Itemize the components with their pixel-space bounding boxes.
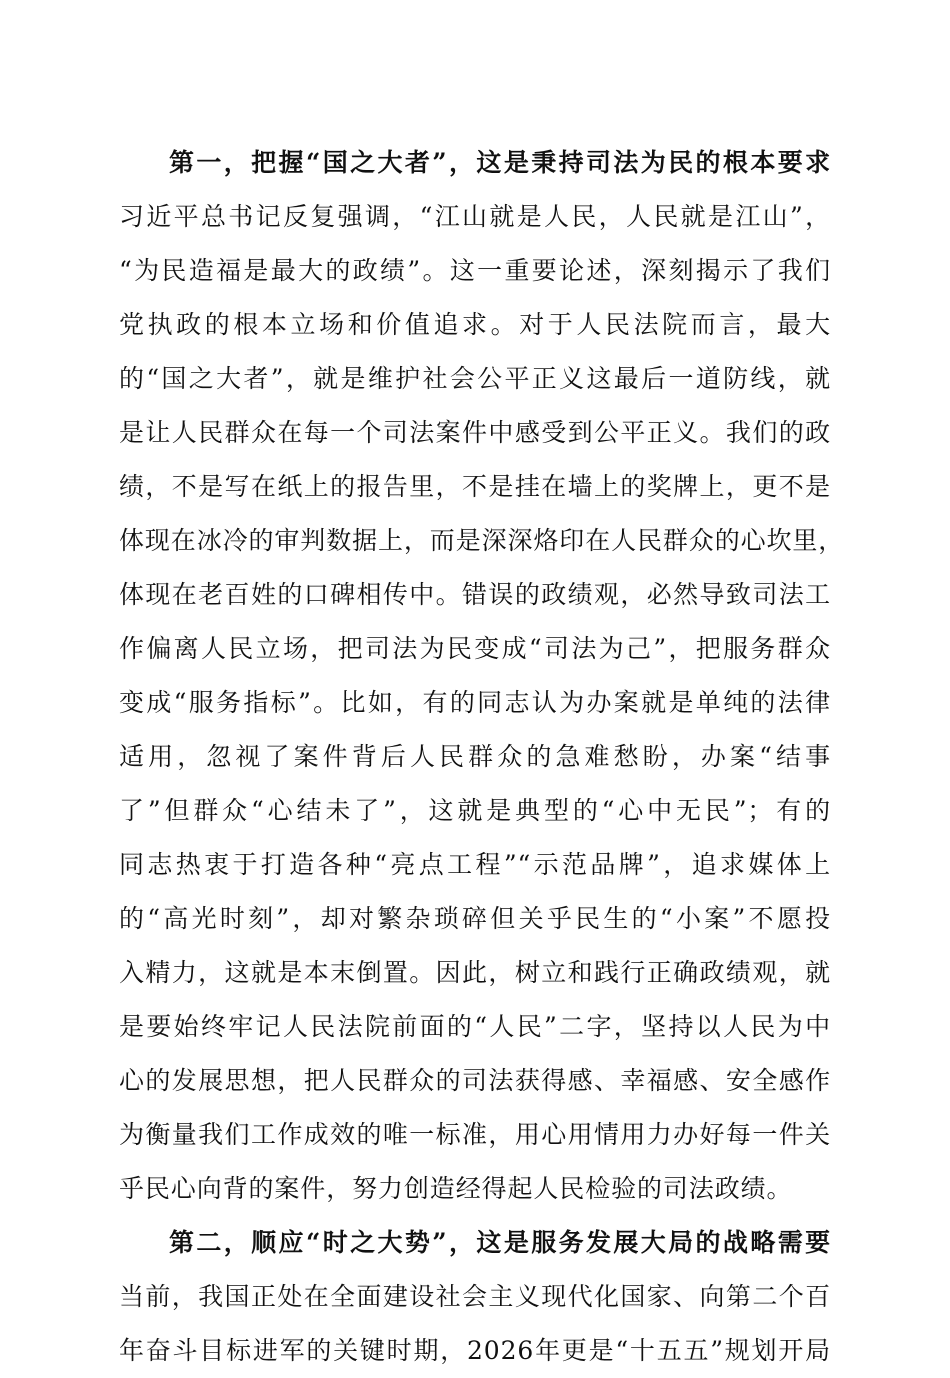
section-heading-1: 第一，把握“国之大者”，这是秉持司法为民的根本要求 xyxy=(169,148,831,177)
text-line: 了”但群众“心结未了”，这就是典型的“心中无民”；有的 xyxy=(119,796,831,825)
text-line: 习近平总书记反复强调，“江山就是人民，人民就是江山”， xyxy=(119,202,831,231)
text-line: 心的发展思想，把人民群众的司法获得感、幸福感、安全感作 xyxy=(119,1066,831,1095)
text-line: 的“高光时刻”，却对繁杂琐碎但关乎民生的“小案”不愿投 xyxy=(119,904,831,933)
text-line: 为衡量我们工作成效的唯一标准，用心用情用力办好每一件关 xyxy=(119,1120,831,1149)
text-line: 的“国之大者”，就是维护社会公平正义这最后一道防线，就 xyxy=(119,364,831,393)
document-body xyxy=(119,136,845,1378)
text-line: 作偏离人民立场，把司法为民变成“司法为己”，把服务群众 xyxy=(119,634,831,663)
text-line: 体现在冰冷的审判数据上，而是深深烙印在人民群众的心坎里， xyxy=(119,526,845,555)
text-line: 党执政的根本立场和价值追求。对于人民法院而言，最大 xyxy=(119,310,831,339)
text-line: 是让人民群众在每一个司法案件中感受到公平正义。我们的政 xyxy=(119,418,831,447)
text-line: 入精力，这就是本末倒置。因此，树立和践行正确政绩观，就 xyxy=(119,958,831,987)
text-line: 年奋斗目标进军的关键时期，2026年更是“十五五”规划开局 xyxy=(119,1336,831,1365)
text-line-paragraph-end: 乎民心向背的案件，努力创造经得起人民检验的司法政绩。 xyxy=(119,1174,793,1203)
text-line: 体现在老百姓的口碑相传中。错误的政绩观，必然导致司法工 xyxy=(119,580,831,609)
text-line: 同志热衷于打造各种“亮点工程”“示范品牌”，追求媒体上 xyxy=(119,850,831,879)
text-line: 是要始终牢记人民法院前面的“人民”二字，坚持以人民为中 xyxy=(119,1012,831,1041)
text-line: “为民造福是最大的政绩”。这一重要论述，深刻揭示了我们 xyxy=(119,256,831,285)
text-line: 当前，我国正处在全面建设社会主义现代化国家、向第二个百 xyxy=(119,1282,831,1311)
text-line: 适用，忽视了案件背后人民群众的急难愁盼，办案“结事 xyxy=(119,742,831,771)
text-line: 绩，不是写在纸上的报告里，不是挂在墙上的奖牌上，更不是 xyxy=(119,472,831,501)
section-heading-2: 第二，顺应“时之大势”，这是服务发展大局的战略需要 xyxy=(169,1228,831,1257)
text-line: 变成“服务指标”。比如，有的同志认为办案就是单纯的法律 xyxy=(119,688,831,717)
